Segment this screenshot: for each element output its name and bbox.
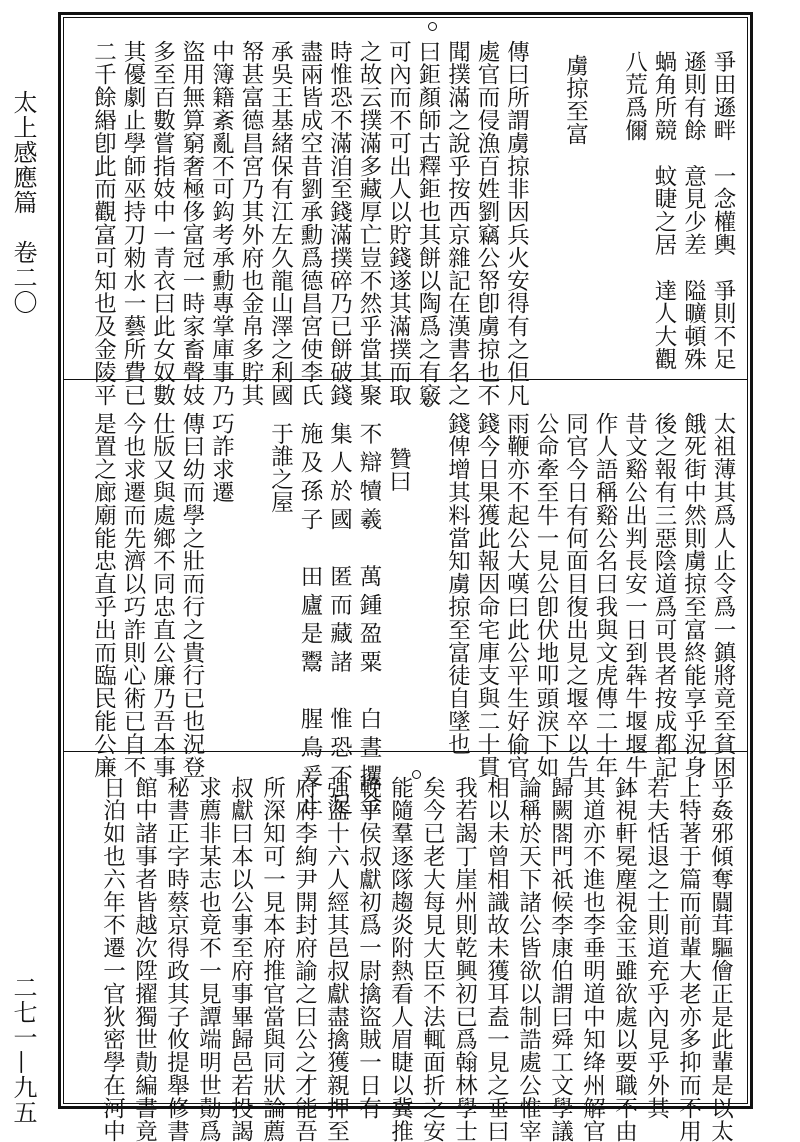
text-column: 仕版又與處鄉不同忠直公廉乃吾本事 — [149, 412, 176, 779]
book-title: 太上感應篇 卷二〇 — [9, 90, 37, 315]
text-column: 强盜十六人經其邑叔獻盡擒獲親押至 — [323, 776, 350, 1142]
text-column: 錢今日果獲此報因命宅庫支與二十貫 — [474, 412, 500, 779]
text-column: 錢俾增其料當知虜掠至富徒自墜也 — [444, 412, 471, 756]
text-column: 其道亦不進也李垂明道中知绛州解官 — [579, 776, 606, 1142]
text-column: 所深知可一見本府推官當與同狀論薦 — [259, 776, 286, 1142]
text-column: 盜用無算窮奢極侈富冠一時家畜聲妓 — [179, 40, 205, 407]
text-column: 傳曰所謂虜掠非因兵火安得有之但凡 — [503, 40, 530, 407]
text-column: 巧詐求遷 — [208, 412, 235, 504]
text-column: 作人語稱谿公名曰我與文虎傳二十年 — [592, 412, 618, 779]
text-column: 求薦非某志也竟不一見譚端明世勣爲 — [195, 776, 222, 1142]
text-column: 鉢視軒冕塵視金玉雖欲處以要職不由 — [611, 776, 638, 1142]
text-column: 昔文谿公出判長安一日到犇牛堰堰牛 — [621, 412, 648, 779]
text-column: 多至百數嘗指妓中一青衣曰此女奴數 — [149, 40, 176, 407]
text-column: 蝸角所競 蚊睫之居 達人大觀 — [651, 50, 677, 371]
text-column: 其優劇止學師巫持刀勑水一藝所費已 — [120, 40, 146, 407]
text-column: 太祖薄其爲人止令爲一鎮將竟至貧困 — [710, 412, 736, 779]
text-column: 遜則有餘 意見少差 隘曠頓殊 — [680, 50, 707, 371]
text-column: 時惟恐不滿洎至錢滿撲碎乃已餅破錢 — [326, 40, 353, 407]
text-column: 帑甚富德昌宮乃其外府也金帛多貯其 — [238, 40, 264, 407]
text-column: 爭田遜畔 一念權輿 爭則不足 — [710, 50, 736, 371]
page-number: 二七一—九五 — [9, 975, 37, 1125]
text-column: 論稱於天下諸公皆欲以制誥處公惟宰 — [515, 776, 542, 1142]
text-column: 叔獻曰本以公事至府事畢歸邑若投謁 — [227, 776, 254, 1142]
text-column: 中簿籍紊亂不可鈎考承勳專掌庫事乃 — [208, 40, 235, 407]
text-column: 處官而侵漁百姓劉竊公帑卽虜掠也不 — [474, 40, 500, 407]
text-column: 若夫恬退之士則道充乎內見乎外其 — [643, 776, 670, 1120]
text-column: 贊曰 — [385, 447, 412, 493]
text-column: 後之報有三惡陰道爲可畏者按成都記 — [651, 412, 677, 779]
text-column: 能隨羣逐隊趨炎附熱看人眉睫以冀推 — [387, 776, 414, 1142]
text-column: 承吳王基緒保有江左久龍山澤之利國 — [267, 40, 294, 407]
text-column: 館中諸事者皆越次陞擢獨世勣編書竟 — [131, 776, 158, 1142]
text-column: 公命牽至牛一見公卽伏地叩頭淚下如 — [533, 412, 559, 779]
text-column: 可內而不可出人以貯錢遂其滿撲而取 — [385, 40, 412, 407]
hole-punch-mark — [428, 22, 437, 31]
text-column: 盡兩皆成空昔劉承勳爲德昌宮使李氏 — [297, 40, 323, 407]
text-column: 不辯犢羲 萬鍾盈粟 白晝攫金 — [356, 422, 382, 821]
text-column: 相以未曾相識故未獲耳盍一見之垂曰 — [483, 776, 510, 1142]
text-column: 日泊如也六年不遷一官狄密學在河中 — [99, 776, 126, 1142]
text-column: 府府李絢尹開封府諭之曰公之才能吾 — [291, 776, 318, 1142]
text-column: 乎姦邪傾奪闒茸驅儈正是此輩是以太 — [707, 776, 734, 1142]
text-column: 施及孫子 田廬是鬻 腥鳥爰止 — [297, 422, 323, 821]
text-column: 秘書正字時蔡京得政其子攸提舉修書 — [163, 776, 190, 1142]
text-column: 矣今已老大每見大臣不法輒面折之安 — [419, 776, 446, 1142]
text-column: 之故云撲滿多藏厚亡豈不然乎當其聚 — [356, 40, 382, 407]
text-column: 輓乎侯叔獻初爲一尉擒盜賊一日有 — [355, 776, 382, 1120]
text-column: 于誰之屋 — [267, 422, 294, 514]
text-column: 歸闕閤門祇候李康伯謂曰舜工文學議 — [547, 776, 574, 1142]
text-column: 曰鉅顏師古釋鉅也其餅以陶爲之有竅 — [415, 40, 441, 407]
text-column: 餓死街中然則虜掠至富終能享乎況身 — [680, 412, 707, 779]
text-column: 同官今日有何面目復出見之堰卒以告 — [562, 412, 589, 779]
text-column: 雨鞭亦不起公大嘆曰此公平生好偷官 — [503, 412, 530, 779]
text-column: 八荒爲儞 — [621, 50, 648, 142]
text-column: 我若謁丁崖州則乾興初已爲翰林學士 — [451, 776, 478, 1142]
text-column: 上特著于篇而前輩大老亦多抑而不用 — [675, 776, 702, 1142]
text-column: 聞撲滿之說乎按西京雜記在漢書名之 — [444, 40, 471, 407]
text-column: 虜掠至富 — [562, 54, 589, 146]
text-column: 是置之廊廟能忠直乎出而臨民能公廉 — [90, 412, 117, 779]
text-column: 集人於國 匿而藏諸 惟恐不足 — [326, 422, 353, 821]
text-column: 二千餘緡卽此而觀富可知也及金陵平 — [90, 40, 117, 407]
text-column: 傳曰幼而學之壯而行之貴行已也況登 — [179, 412, 205, 779]
text-column: 今也求遷而先濟以巧詐則心術已自不 — [120, 412, 146, 779]
